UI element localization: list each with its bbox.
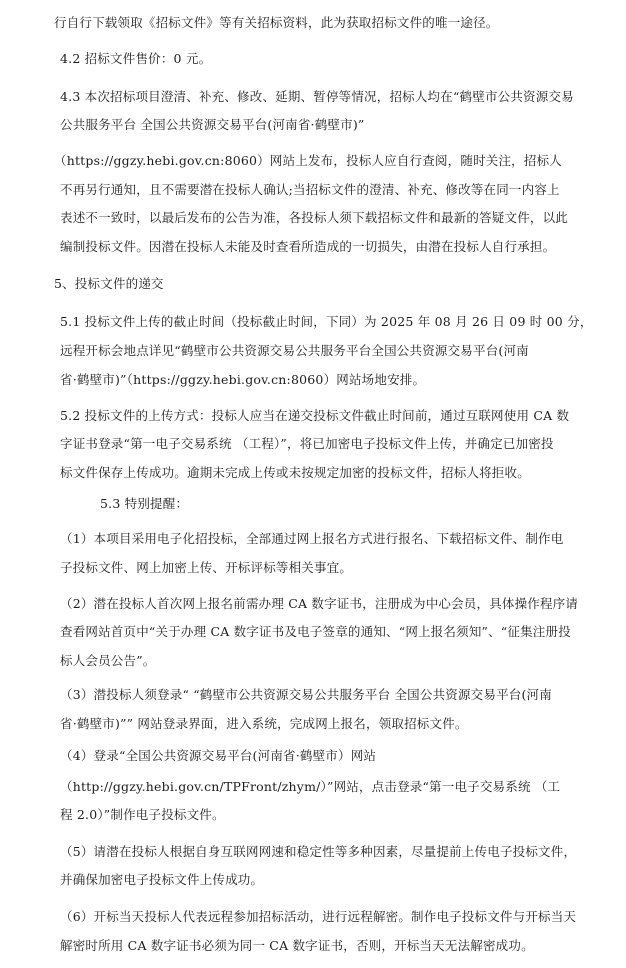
subsection-heading: 5.3 特别提醒：: [100, 496, 189, 511]
text-line: （1）本项目采用电子化招投标，全部通过网上报名方式进行报名、下载招标文件、制作电: [60, 531, 564, 546]
text-line: 省·鹤壁市)”（https://ggzy.hebi.gov.cn:8060）网站场地安排。: [60, 372, 426, 387]
text-line: 并确保加密电子投标文件上传成功。: [60, 872, 264, 887]
text-line: 编制投标文件。因潜在投标人未能及时查看所造成的一切损失，由潜在投标人自行承担。: [60, 239, 556, 254]
text-line: 4.3 本次招标项目澄清、补充、修改、延期、暂停等情况，招标人均在“鹤壁市公共资源交易: [60, 89, 574, 104]
section-heading: 5、投标文件的递交: [54, 276, 164, 291]
text-line: 查看网站首页中“关于办理 CA 数字证书及电子签章的通知、“网上报名须知”、“征集注册投: [60, 624, 571, 639]
text-line: 标文件保存上传成功。逾期未完成上传或未按规定加密的投标文件，招标人将拒收。: [60, 465, 530, 480]
text-line: （6）开标当天投标人代表远程参加招标活动，进行远程解密。制作电子投标文件与开标当天: [60, 909, 577, 924]
text-line: （5）请潜在投标人根据自身互联网网速和稳定性等多种因素，尽量提前上传电子投标文件，: [60, 844, 577, 859]
text-line: 5.2 投标文件的上传方式：投标人应当在递交投标文件截止时间前，通过互联网使用 CA 数: [60, 408, 570, 423]
text-line: （https://ggzy.hebi.gov.cn:8060）网站上发布，投标人应自行查阅，随时关注，招标人: [54, 153, 562, 168]
text-line: 公共服务平台 全国公共资源交易平台(河南省·鹤壁市)”: [60, 117, 365, 132]
text-line: 标人会员公告”。: [60, 653, 156, 668]
text-line: 4.2 招标文件售价：0 元。: [60, 51, 212, 66]
text-line: （http://ggzy.hebi.gov.cn/TPFront/zhym/）”网站，点击登录“第一电子交易系统 （工: [60, 779, 561, 794]
text-line: 不再另行通知，且不需要潜在投标人确认;当招标文件的澄清、补充、修改等在同一内容上: [60, 182, 560, 197]
text-line: 解密时所用 CA 数字证书必须为同一 CA 数字证书，否则，开标当天无法解密成功。: [60, 938, 534, 953]
text-line: 子投标文件、网上加密上传、开标评标等相关事宜。: [60, 560, 353, 575]
text-line: 字证书登录“第一电子交易系统 （工程）”，将已加密电子投标文件上传，并确定已加密投: [60, 436, 554, 451]
text-line: 省·鹤壁市)”” 网站登录界面，进入系统，完成网上报名，领取招标文件。: [60, 716, 468, 731]
text-line: 程 2.0）”制作电子投标文件。: [60, 807, 225, 822]
text-line: （3）潜投标人须登录“ “鹤壁市公共资源交易公共服务平台 全国公共资源交易平台(河南: [60, 687, 552, 702]
text-line: 行自行下载领取《招标文件》等有关招标资料，此为获取招标文件的唯一途径。: [54, 15, 499, 30]
text-line: （4）登录“全国公共资源交易平台(河南省·鹤壁市）网站: [60, 748, 377, 763]
text-line: 表述不一致时，以最后发布的公告为准，各投标人须下载招标文件和最新的答疑文件，以此: [60, 210, 569, 225]
text-line: （2）潜在投标人首次网上报名前需办理 CA 数字证书，注册成为中心会员，具体操作程序请: [60, 596, 579, 611]
text-line: 5.1 投标文件上传的截止时间（投标截止时间，下同）为 2025 年 08 月 26 日 09 时 00 分，: [60, 314, 593, 329]
text-line: 远程开标会地点详见“鹤壁市公共资源交易公共服务平台全国公共资源交易平台(河南: [60, 343, 529, 358]
